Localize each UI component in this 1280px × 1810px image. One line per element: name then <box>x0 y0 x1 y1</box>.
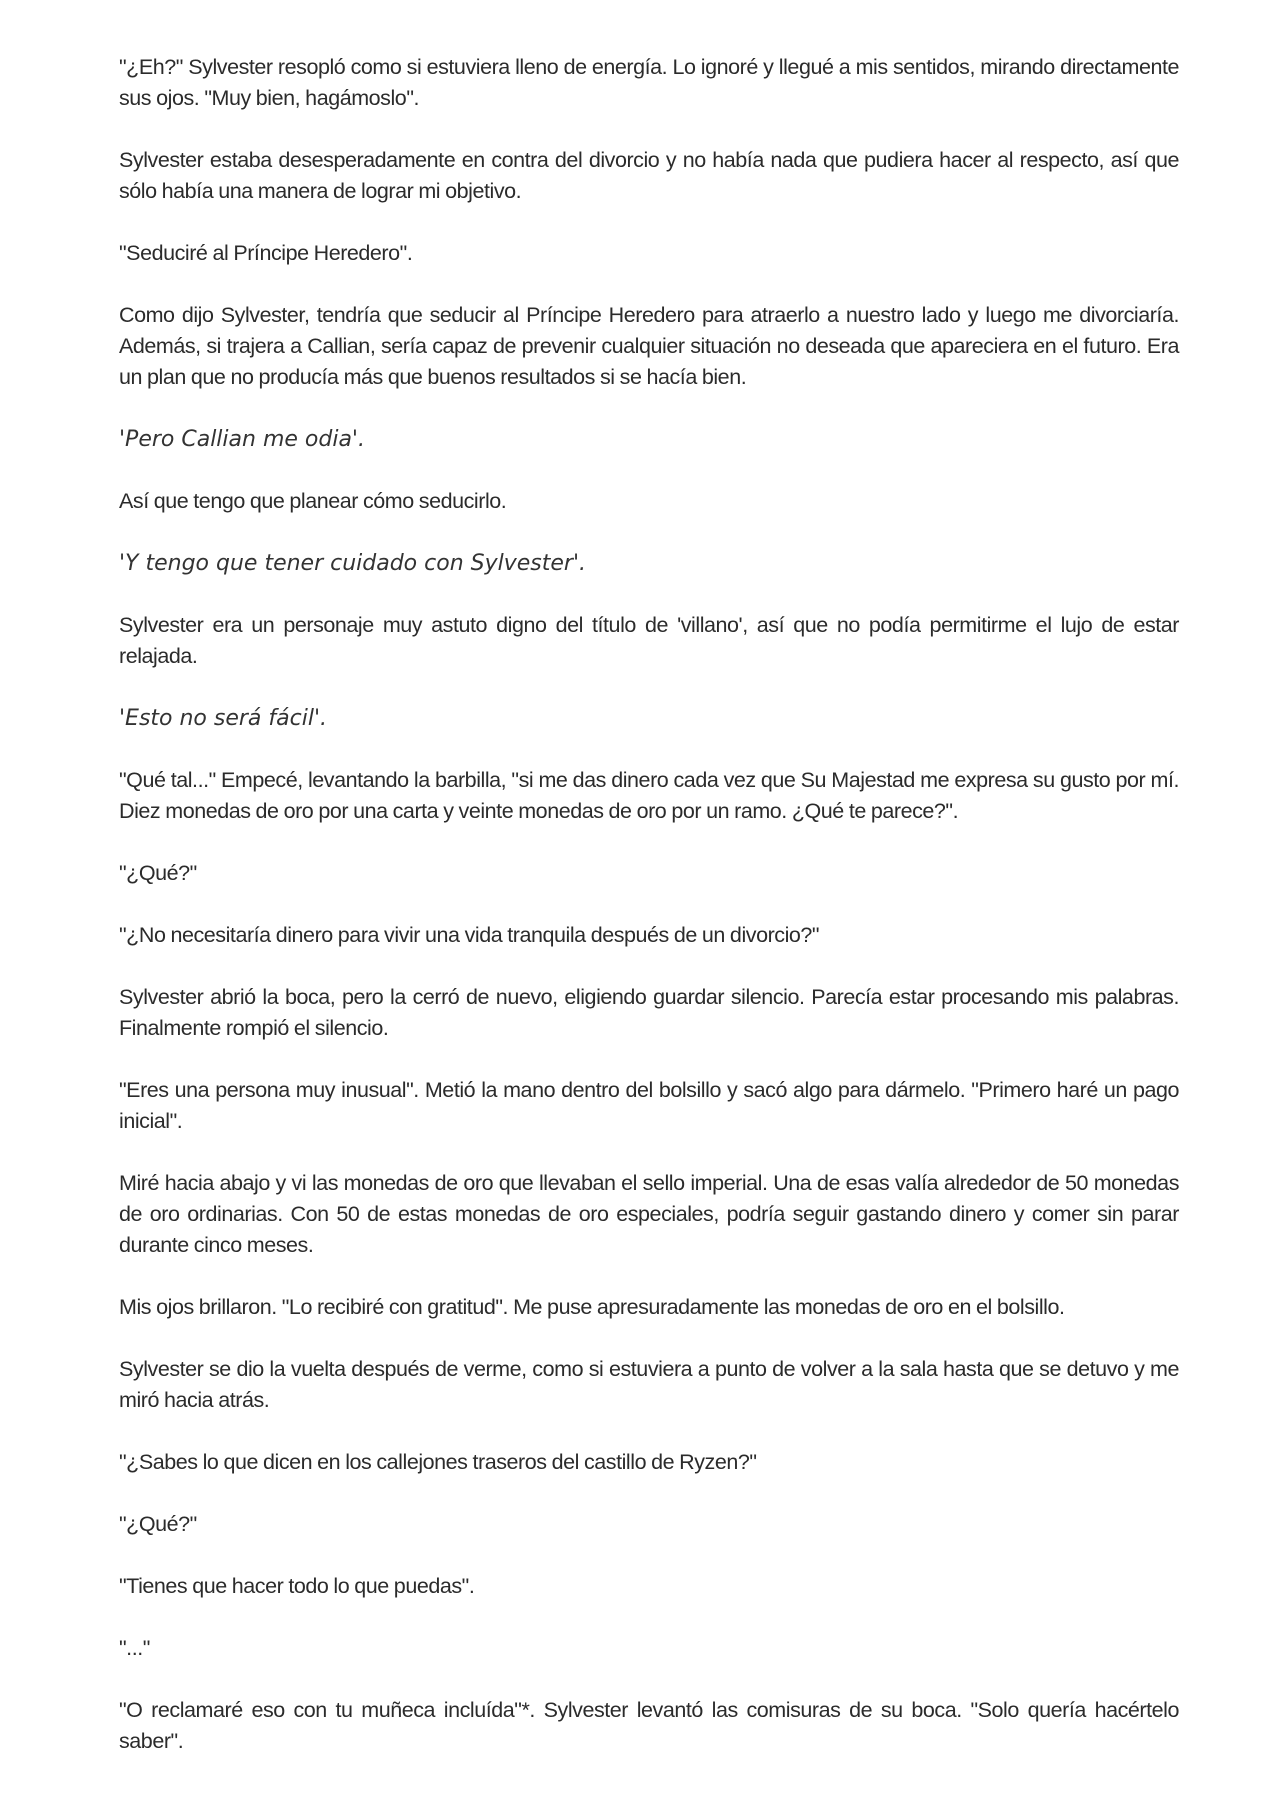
paragraph-12: "¿No necesitaría dinero para vivir una vida tranquila después de un divorcio?" <box>119 923 820 947</box>
paragraph-19: "¿Qué?" <box>119 1512 197 1536</box>
paragraph-21: "..." <box>119 1636 150 1660</box>
paragraph-14: "Eres una persona muy inusual". Metió la mano dentro del bolsillo y sacó algo para dármelo. "Primero haré un pago inicial". <box>119 1078 1179 1133</box>
paragraph-13: Sylvester abrió la boca, pero la cerró de nuevo, eligiendo guardar silencio. Parecía estar procesando mis palabras. Finalmente rompió el silencio. <box>119 985 1179 1040</box>
paragraph-10: "Qué tal..." Empecé, levantando la barbilla, "si me das dinero cada vez que Su Majestad me expresa su gusto por mí. Diez monedas de oro por una carta y veinte monedas de oro por un ramo. ¿Qué te parece?". <box>119 768 1179 823</box>
paragraph-16: Mis ojos brillaron. "Lo recibiré con gratitud". Me puse apresuradamente las monedas de oro en el bolsillo. <box>119 1295 1065 1319</box>
paragraph-4: Como dijo Sylvester, tendría que seducir al Príncipe Heredero para atraerlo a nuestro lado y luego me divorciaría. Además, si trajera a Callian, sería capaz de prevenir cualquier situación no deseada que apareciera en el futuro. Era un plan que no producía más que buenos resultados si se hacía bien. <box>119 303 1179 389</box>
paragraph-2: Sylvester estaba desesperadamente en contra del divorcio y no había nada que pudiera hacer al respecto, así que sólo había una manera de lograr mi objetivo. <box>119 148 1179 203</box>
paragraph-8: Sylvester era un personaje muy astuto digno del título de 'villano', así que no podía permitirme el lujo de estar relajada. <box>119 613 1179 668</box>
paragraph-1: "¿Eh?" Sylvester resopló como si estuviera lleno de energía. Lo ignoré y llegué a mis sentidos, mirando directamente sus ojos. "Muy bien, hagámoslo". <box>119 55 1179 110</box>
thought-paragraph-2: 'Y tengo que tener cuidado con Sylvester'. <box>119 551 586 576</box>
thought-paragraph-3: 'Esto no será fácil'. <box>119 706 327 731</box>
paragraph-18: "¿Sabes lo que dicen en los callejones traseros del castillo de Ryzen?" <box>119 1450 757 1474</box>
paragraph-6: Así que tengo que planear cómo seducirlo. <box>119 489 507 513</box>
paragraph-3: "Seduciré al Príncipe Heredero". <box>119 241 413 265</box>
thought-paragraph-1: 'Pero Callian me odia'. <box>119 427 365 452</box>
paragraph-20: "Tienes que hacer todo lo que puedas". <box>119 1574 475 1598</box>
paragraph-15: Miré hacia abajo y vi las monedas de oro que llevaban el sello imperial. Una de esas valía alrededor de 50 monedas de oro ordinarias. Con 50 de estas monedas de oro especiales, podría seguir gastando dinero y comer sin parar durante cinco meses. <box>119 1171 1179 1257</box>
paragraph-22: "O reclamaré eso con tu muñeca incluída"*. Sylvester levantó las comisuras de su boca. "Solo quería hacértelo saber". <box>119 1698 1179 1753</box>
document-page <box>119 52 1179 1757</box>
paragraph-17: Sylvester se dio la vuelta después de verme, como si estuviera a punto de volver a la sala hasta que se detuvo y me miró hacia atrás. <box>119 1357 1179 1412</box>
paragraph-11: "¿Qué?" <box>119 861 197 885</box>
